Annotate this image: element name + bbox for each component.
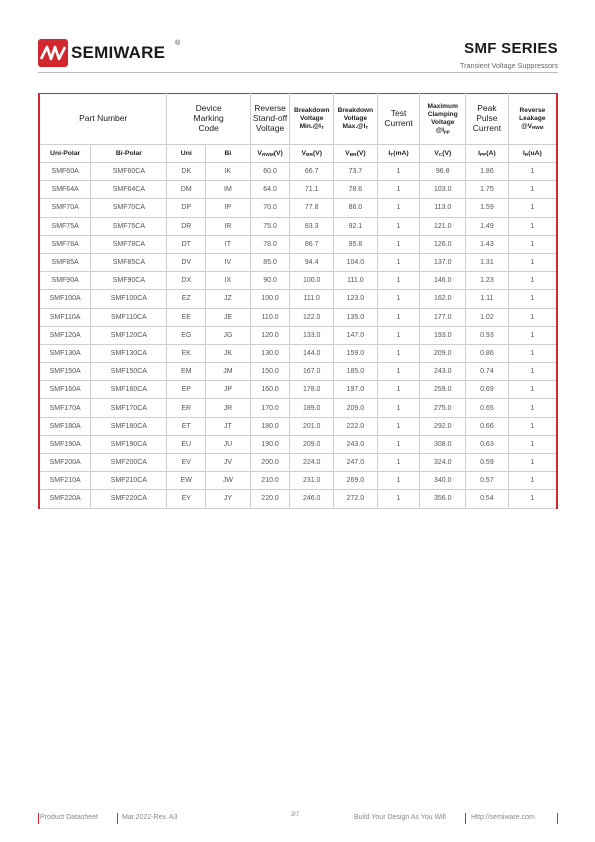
breakdown-min-header: Breakdown Voltage $Min.@I_T$ [290,94,334,145]
table-header-row [39,94,557,145]
table-row [39,235,557,253]
test-current-cell: 1 [377,490,420,508]
clamping-voltage-cell: 137.0 [420,253,466,271]
standoff-voltage-cell: 100.0 [250,290,290,308]
clamping-voltage-cell: 96.8 [420,163,466,181]
peak-pulse-current-cell: 0.69 [466,381,509,399]
header-divider [38,72,558,73]
reverse-leakage-cell: 1 [508,199,557,217]
bi-polar-part-cell: SMF170CA [91,399,167,417]
table-row [39,308,557,326]
bi-polar-subheader: Bi-Polar [91,145,167,163]
test-current-cell: 1 [377,217,420,235]
peak-pulse-current-cell: 1.11 [466,290,509,308]
peak-pulse-current-cell: 0.66 [466,417,509,435]
breakdown-max-cell: 135.0 [334,308,378,326]
reverse-leakage-cell: 1 [508,381,557,399]
peak-pulse-current-cell: 1.02 [466,308,509,326]
uni-marking-cell: EZ [167,290,206,308]
breakdown-max-cell: 247.0 [334,454,378,472]
breakdown-min-cell: 94.4 [290,253,334,271]
bi-polar-part-cell: SMF75CA [91,217,167,235]
uni-marking-cell: EP [167,381,206,399]
clamping-voltage-cell: 146.0 [420,272,466,290]
breakdown-min-cell: 77.8 [290,199,334,217]
bi-polar-part-cell: SMF180CA [91,417,167,435]
series-subtitle: Transient Voltage Suppressors [459,61,558,70]
table-row [39,435,557,453]
breakdown-min-cell: 144.0 [290,344,334,362]
uni-marking-cell: DX [167,272,206,290]
peak-pulse-current-cell: 1.23 [466,272,509,290]
uni-marking-cell: EE [167,308,206,326]
test-current-cell: 1 [377,435,420,453]
clamping-voltage-cell: 162.0 [420,290,466,308]
part-number-header: Part Number [39,94,167,145]
peak-pulse-current-cell: 1.43 [466,235,509,253]
standoff-voltage-cell: 170.0 [250,399,290,417]
bi-marking-cell: IP [206,199,251,217]
peak-pulse-current-cell: 0.54 [466,490,509,508]
uni-marking-cell: EU [167,435,206,453]
bi-marking-cell: JM [206,363,251,381]
clamping-voltage-cell: 340.0 [420,472,466,490]
uni-marking-cell: DR [167,217,206,235]
uni-marking-cell: EV [167,454,206,472]
breakdown-max-cell: 222.0 [334,417,378,435]
peak-pulse-current-cell: 0.57 [466,472,509,490]
uni-polar-part-cell: SMF170A [39,399,91,417]
uni-polar-part-cell: SMF210A [39,472,91,490]
reverse-leakage-cell: 1 [508,399,557,417]
bi-polar-part-cell: SMF60CA [91,163,167,181]
breakdown-max-cell: 92.1 [334,217,378,235]
page-footer [38,811,558,825]
standoff-voltage-cell: 110.0 [250,308,290,326]
uni-polar-part-cell: SMF160A [39,381,91,399]
peak-pulse-current-cell: 1.59 [466,199,509,217]
uni-marking-cell: ER [167,399,206,417]
test-current-cell: 1 [377,344,420,362]
uni-marking-cell: DM [167,181,206,199]
reverse-leakage-cell: 1 [508,326,557,344]
table-row [39,472,557,490]
test-current-cell: 1 [377,381,420,399]
footer-divider [557,813,558,824]
table-row [39,181,557,199]
peak-pulse-current-cell: 0.93 [466,326,509,344]
bi-marking-cell: JE [206,308,251,326]
bi-polar-part-cell: SMF220CA [91,490,167,508]
uni-marking-cell: DP [167,199,206,217]
breakdown-max-cell: 209.0 [334,399,378,417]
standoff-voltage-cell: 160.0 [250,381,290,399]
breakdown-max-cell: 147.0 [334,326,378,344]
breakdown-max-cell: 123.0 [334,290,378,308]
breakdown-min-cell: 133.0 [290,326,334,344]
breakdown-max-cell: 197.0 [334,381,378,399]
breakdown-max-cell: 243.0 [334,435,378,453]
table-row [39,326,557,344]
table-row [39,163,557,181]
clamping-voltage-cell: 292.0 [420,417,466,435]
uni-marking-cell: DT [167,235,206,253]
footer-page-number: 3/7 [291,812,300,818]
breakdown-min-cell: 122.0 [290,308,334,326]
uni-marking-cell: DK [167,163,206,181]
bi-marking-cell: JZ [206,290,251,308]
vbr-min-subheader: $V_{BR}(V)$ [290,145,334,163]
standoff-voltage-cell: 130.0 [250,344,290,362]
table-row [39,199,557,217]
table-row [39,272,557,290]
clamping-voltage-cell: 275.0 [420,399,466,417]
bi-marking-cell: JW [206,472,251,490]
bi-marking-cell: JK [206,344,251,362]
breakdown-max-cell: 78.6 [334,181,378,199]
uni-polar-part-cell: SMF70A [39,199,91,217]
bi-marking-cell: JR [206,399,251,417]
table-row [39,253,557,271]
specifications-table-body [39,163,557,509]
uni-polar-part-cell: SMF85A [39,253,91,271]
reverse-leakage-cell: 1 [508,272,557,290]
uni-polar-part-cell: SMF90A [39,272,91,290]
uni-marking-cell: DV [167,253,206,271]
bi-polar-part-cell: SMF100CA [91,290,167,308]
test-current-cell: 1 [377,181,420,199]
breakdown-max-cell: 104.0 [334,253,378,271]
table-row [39,344,557,362]
footer-slogan: Build Your Design As You Will [354,814,446,821]
footer-url[interactable]: Http://semiware.com [471,814,535,821]
bi-polar-part-cell: SMF70CA [91,199,167,217]
clamping-voltage-cell: 324.0 [420,454,466,472]
bi-polar-part-cell: SMF120CA [91,326,167,344]
uni-polar-part-cell: SMF150A [39,363,91,381]
uni-polar-part-cell: SMF220A [39,490,91,508]
table-subheader-row [39,145,557,163]
footer-doc-type: Product Datasheet [40,814,98,821]
breakdown-max-cell: 111.0 [334,272,378,290]
uni-polar-part-cell: SMF78A [39,235,91,253]
clamping-voltage-cell: 177.0 [420,308,466,326]
breakdown-max-cell: 269.0 [334,472,378,490]
uni-marking-cell: EW [167,472,206,490]
peak-pulse-current-cell: 0.74 [466,363,509,381]
breakdown-min-cell: 83.3 [290,217,334,235]
reverse-leakage-cell: 1 [508,217,557,235]
uni-polar-part-cell: SMF190A [39,435,91,453]
bi-marking-cell: JY [206,490,251,508]
reverse-leakage-cell: 1 [508,454,557,472]
reverse-leakage-cell: 1 [508,253,557,271]
reverse-leakage-cell: 1 [508,181,557,199]
uni-marking-cell: EM [167,363,206,381]
peak-pulse-current-cell: 1.49 [466,217,509,235]
semiware-logo-mark-icon [38,39,68,67]
breakdown-min-cell: 100.0 [290,272,334,290]
reverse-leakage-cell: 1 [508,344,557,362]
breakdown-min-cell: 209.0 [290,435,334,453]
bi-marking-cell: JV [206,454,251,472]
test-current-cell: 1 [377,163,420,181]
bi-polar-part-cell: SMF210CA [91,472,167,490]
table-row [39,399,557,417]
breakdown-min-cell: 201.0 [290,417,334,435]
standoff-voltage-cell: 75.0 [250,217,290,235]
standoff-voltage-cell: 180.0 [250,417,290,435]
standoff-voltage-cell: 190.0 [250,435,290,453]
breakdown-max-header: Breakdown Voltage $Max.@I_T$ [334,94,378,145]
ipp-subheader: $I_{PP}(A)$ [466,145,509,163]
peak-pulse-current-cell: 1.31 [466,253,509,271]
bi-marking-cell: IK [206,163,251,181]
standoff-voltage-cell: 85.0 [250,253,290,271]
standoff-voltage-cell: 70.0 [250,199,290,217]
uni-polar-part-cell: SMF130A [39,344,91,362]
bi-polar-part-cell: SMF78CA [91,235,167,253]
bi-polar-part-cell: SMF130CA [91,344,167,362]
peak-pulse-current-cell: 1.86 [466,163,509,181]
breakdown-min-cell: 111.0 [290,290,334,308]
clamping-voltage-cell: 193.0 [420,326,466,344]
breakdown-min-cell: 189.0 [290,399,334,417]
footer-divider [117,813,118,824]
test-current-cell: 1 [377,253,420,271]
bi-marking-cell: IX [206,272,251,290]
test-current-cell: 1 [377,454,420,472]
uni-polar-subheader: Uni-Polar [39,145,91,163]
bi-subheader: Bi [206,145,251,163]
bi-marking-cell: JP [206,381,251,399]
specifications-table [38,93,558,509]
uni-polar-part-cell: SMF180A [39,417,91,435]
bi-polar-part-cell: SMF200CA [91,454,167,472]
breakdown-max-cell: 95.8 [334,235,378,253]
bi-marking-cell: IV [206,253,251,271]
uni-marking-cell: EG [167,326,206,344]
footer-divider [465,813,466,824]
test-current-cell: 1 [377,399,420,417]
reverse-leakage-cell: 1 [508,417,557,435]
clamping-voltage-cell: 126.0 [420,235,466,253]
brand-name: SEMIWARE [71,43,166,62]
uni-marking-cell: ET [167,417,206,435]
standoff-voltage-cell: 60.0 [250,163,290,181]
peak-pulse-current-cell: 1.75 [466,181,509,199]
test-current-cell: 1 [377,290,420,308]
test-current-cell: 1 [377,417,420,435]
registered-mark: ® [175,40,181,47]
uni-subheader: Uni [167,145,206,163]
breakdown-min-cell: 178.0 [290,381,334,399]
peak-pulse-current-header: Peak Pulse Current [466,94,509,145]
uni-polar-part-cell: SMF64A [39,181,91,199]
peak-pulse-current-cell: 0.86 [466,344,509,362]
breakdown-min-cell: 167.0 [290,363,334,381]
bi-polar-part-cell: SMF85CA [91,253,167,271]
standoff-voltage-cell: 120.0 [250,326,290,344]
reverse-leakage-header: Reverse Leakage $@V_{RWM}$ [508,94,557,145]
uni-marking-cell: EK [167,344,206,362]
breakdown-min-cell: 86.7 [290,235,334,253]
uni-polar-part-cell: SMF200A [39,454,91,472]
clamping-voltage-header: Maximum Clamping Voltage $@I_{pp}$ [420,94,466,145]
bi-polar-part-cell: SMF64CA [91,181,167,199]
test-current-cell: 1 [377,199,420,217]
reverse-leakage-cell: 1 [508,472,557,490]
standoff-voltage-cell: 78.0 [250,235,290,253]
reverse-leakage-cell: 1 [508,235,557,253]
test-current-cell: 1 [377,235,420,253]
table-row [39,490,557,508]
table-row [39,454,557,472]
semiware-logo [38,37,198,69]
vbr-max-subheader: $V_{BR}(V)$ [334,145,378,163]
bi-marking-cell: IM [206,181,251,199]
breakdown-max-cell: 159.0 [334,344,378,362]
reverse-leakage-cell: 1 [508,490,557,508]
test-current-cell: 1 [377,272,420,290]
bi-marking-cell: IT [206,235,251,253]
bi-polar-part-cell: SMF160CA [91,381,167,399]
breakdown-max-cell: 73.7 [334,163,378,181]
bi-marking-cell: JU [206,435,251,453]
breakdown-min-cell: 71.1 [290,181,334,199]
uni-polar-part-cell: SMF75A [39,217,91,235]
clamping-voltage-cell: 308.0 [420,435,466,453]
reverse-leakage-cell: 1 [508,308,557,326]
standoff-voltage-cell: 150.0 [250,363,290,381]
clamping-voltage-cell: 121.0 [420,217,466,235]
reverse-leakage-cell: 1 [508,163,557,181]
uni-polar-part-cell: SMF100A [39,290,91,308]
clamping-voltage-cell: 356.0 [420,490,466,508]
test-current-cell: 1 [377,363,420,381]
table-row [39,363,557,381]
uni-polar-part-cell: SMF60A [39,163,91,181]
marking-code-header: Device Marking Code [167,94,250,145]
clamping-voltage-cell: 113.0 [420,199,466,217]
test-current-cell: 1 [377,308,420,326]
table-row [39,290,557,308]
reverse-leakage-cell: 1 [508,290,557,308]
table-row [39,381,557,399]
breakdown-min-cell: 66.7 [290,163,334,181]
series-title: SMF SERIES [464,40,558,57]
clamping-voltage-cell: 243.0 [420,363,466,381]
clamping-voltage-cell: 259.0 [420,381,466,399]
uni-polar-part-cell: SMF110A [39,308,91,326]
vrwm-subheader: $V_{RWM}(V)$ [250,145,290,163]
standoff-voltage-cell: 64.0 [250,181,290,199]
ir-subheader: $I_R(uA)$ [508,145,557,163]
bi-polar-part-cell: SMF110CA [91,308,167,326]
footer-divider [38,813,39,824]
breakdown-max-cell: 272.0 [334,490,378,508]
bi-polar-part-cell: SMF150CA [91,363,167,381]
standoff-voltage-cell: 220.0 [250,490,290,508]
bi-marking-cell: IR [206,217,251,235]
reverse-leakage-cell: 1 [508,363,557,381]
uni-marking-cell: EY [167,490,206,508]
standoff-voltage-cell: 200.0 [250,454,290,472]
peak-pulse-current-cell: 0.59 [466,454,509,472]
peak-pulse-current-cell: 0.63 [466,435,509,453]
breakdown-max-cell: 185.0 [334,363,378,381]
bi-polar-part-cell: SMF90CA [91,272,167,290]
peak-pulse-current-cell: 0.65 [466,399,509,417]
test-current-cell: 1 [377,326,420,344]
breakdown-min-cell: 224.0 [290,454,334,472]
bi-marking-cell: JT [206,417,251,435]
standoff-voltage-cell: 210.0 [250,472,290,490]
standoff-voltage-header: Reverse Stand-off Voltage [250,94,290,145]
test-current-cell: 1 [377,472,420,490]
breakdown-max-cell: 86.0 [334,199,378,217]
vc-subheader: $V_C(V)$ [420,145,466,163]
breakdown-min-cell: 231.0 [290,472,334,490]
uni-polar-part-cell: SMF120A [39,326,91,344]
reverse-leakage-cell: 1 [508,435,557,453]
bi-marking-cell: JG [206,326,251,344]
clamping-voltage-cell: 103.0 [420,181,466,199]
table-row [39,217,557,235]
clamping-voltage-cell: 209.0 [420,344,466,362]
bi-polar-part-cell: SMF190CA [91,435,167,453]
footer-revision: Mar.2022-Rev. A3 [122,814,178,821]
table-row [39,417,557,435]
test-current-header: Test Current [377,94,420,145]
standoff-voltage-cell: 90.0 [250,272,290,290]
it-subheader: $I_T(mA)$ [377,145,420,163]
breakdown-min-cell: 246.0 [290,490,334,508]
